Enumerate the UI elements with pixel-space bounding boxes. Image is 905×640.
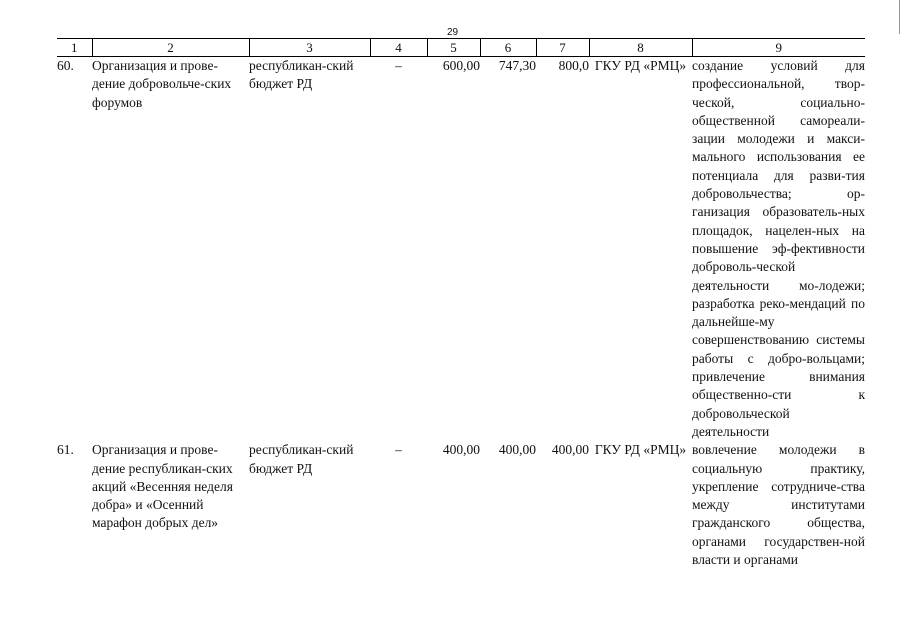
column-number: 6: [480, 39, 536, 57]
amount-col-5: 600,00: [442, 58, 480, 73]
column-number: 9: [692, 39, 865, 57]
column-number-row: [57, 39, 865, 57]
expected-result: создание условий для профессиональной, твор-ческой, социально-общественной самореали-зации молодежи и макси-мального использования ее потенциала для разви-тия добровольчества; ор-ганизация образователь-ных площадок, нацелен-ных на повышение эф-фективности доброволь-ческой деятельности мо-лодежи; разработка реко-мендаций по дальнейше-му совершенствованию системы работы с добро-вольцами; привлечение внимания общественно-сти к добровольческой деятельности: [692, 58, 865, 439]
scan-edge-line: [899, 0, 900, 34]
executor: ГКУ РД «РМЦ»: [594, 58, 687, 73]
page-number: 29: [446, 27, 459, 38]
funding-source: республикан-ский бюджет РД: [249, 442, 354, 476]
amount-col-6: 747,30: [498, 58, 536, 73]
column-4-value: –: [395, 442, 402, 458]
executor: ГКУ РД «РМЦ»: [594, 442, 687, 458]
column-number: 2: [92, 39, 249, 57]
funding-source: республикан-ский бюджет РД: [249, 58, 354, 92]
row-number: 60.: [57, 58, 74, 73]
expected-result: вовлечение молодежи в социальную практику, укрепление сотрудниче-ства между институтами гражданского общества, органами государствен-ной власти и органами: [692, 442, 865, 568]
column-number: 3: [249, 39, 370, 57]
column-number: 4: [370, 39, 427, 57]
amount-col-7: 800,0: [558, 58, 589, 73]
table-row: [57, 57, 865, 442]
amount-col-7: 400,00: [551, 442, 589, 458]
row-number: 61.: [57, 442, 74, 458]
column-4-value: –: [395, 58, 402, 73]
program-activities-table: [57, 38, 865, 569]
amount-col-5: 400,00: [442, 442, 480, 458]
column-number: 7: [536, 39, 589, 57]
amount-col-6: 400,00: [498, 442, 536, 458]
column-number: 1: [57, 39, 92, 57]
activity-name: Организация и прове-дение республикан-ских акций «Весенняя неделя добра» и «Осенний марафон добрых дел»: [92, 442, 233, 531]
activity-name: Организация и прове-дение добровольче-ских форумов: [92, 58, 232, 110]
column-number: 5: [427, 39, 480, 57]
column-number: 8: [589, 39, 692, 57]
table-row: [57, 441, 865, 569]
